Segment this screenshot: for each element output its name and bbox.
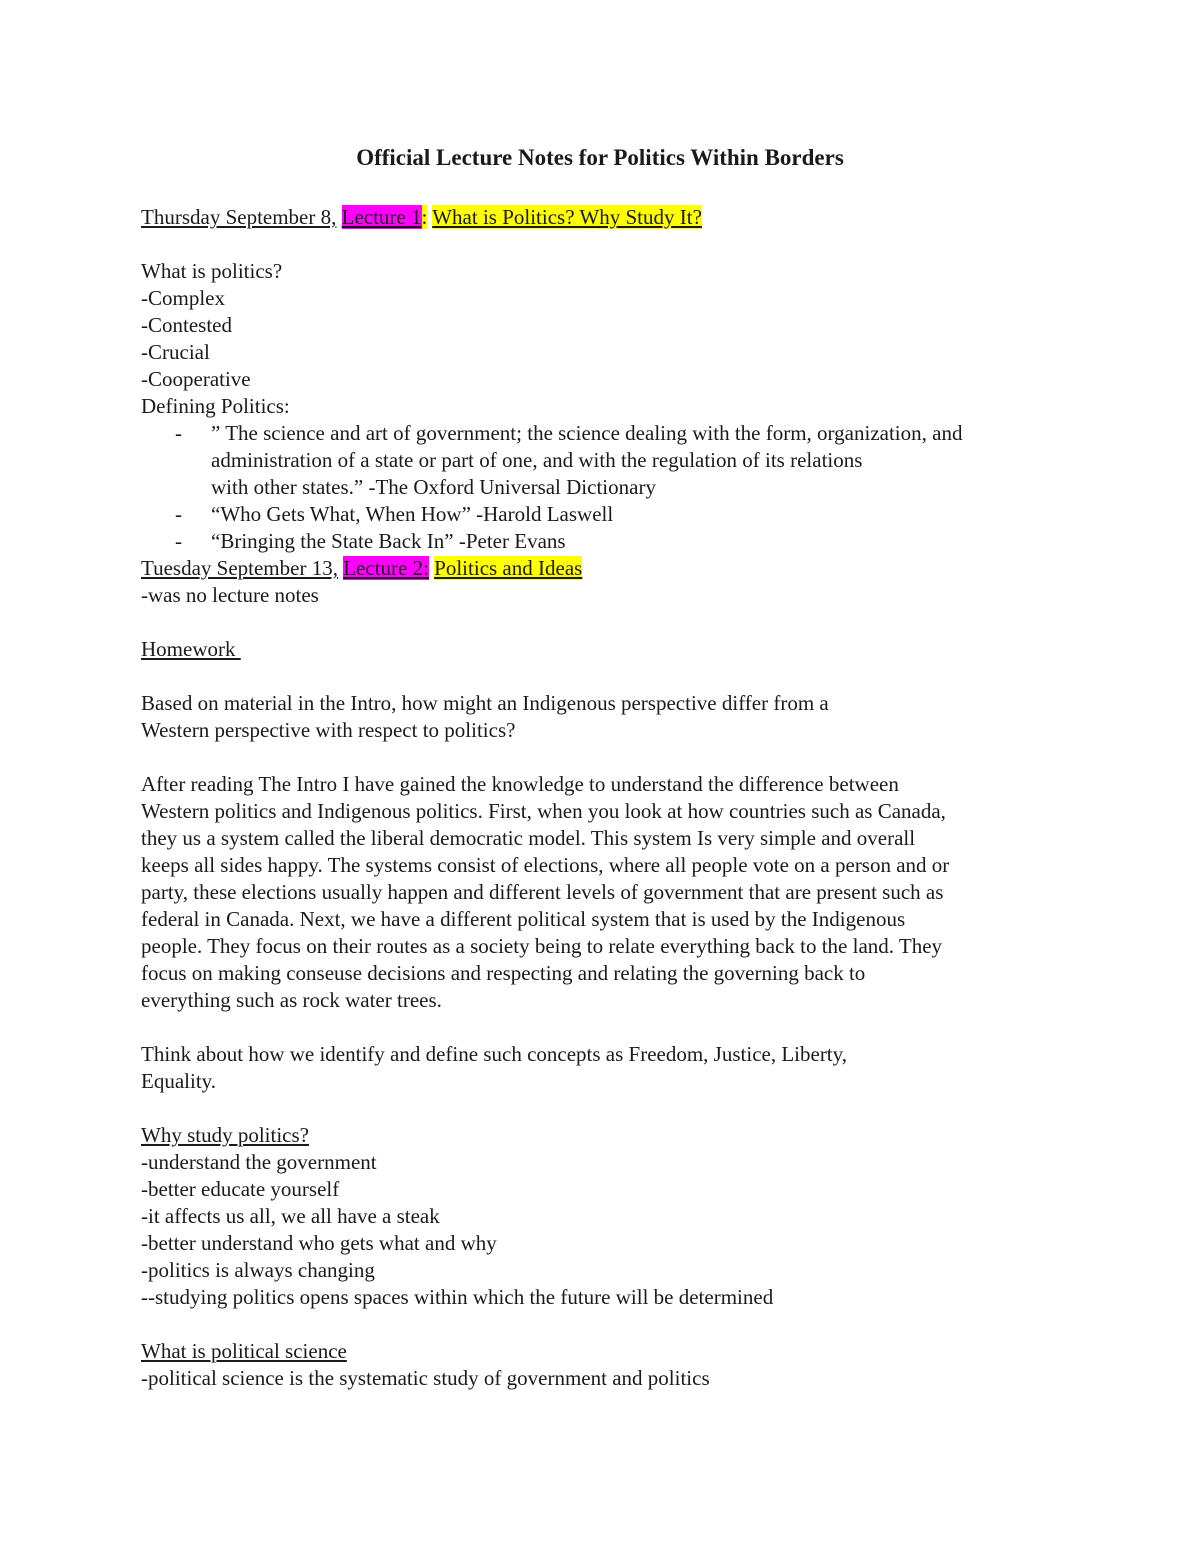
homework-answer bbox=[141, 771, 1071, 1014]
list-item: --studying politics opens spaces within which the future will be determined bbox=[141, 1285, 774, 1309]
list-item: -Crucial bbox=[141, 340, 210, 364]
list-item: -understand the government bbox=[141, 1150, 377, 1174]
definition-bullet bbox=[141, 528, 1071, 555]
definition-line: administration of a state or part of one, and with the regulation of its relations bbox=[211, 448, 863, 472]
spacer bbox=[141, 744, 1071, 771]
paragraph-line: After reading The Intro I have gained the knowledge to understand the difference between bbox=[141, 772, 899, 796]
list-item: -Cooperative bbox=[141, 367, 251, 391]
homework-question bbox=[141, 690, 1071, 744]
homework-heading bbox=[141, 636, 1071, 663]
spacer bbox=[141, 1311, 1071, 1338]
lecture-2-heading bbox=[141, 555, 1071, 582]
definition-line: “Who Gets What, When How” -Harold Laswell bbox=[211, 502, 614, 526]
lecture-2-label: Lecture 2: bbox=[343, 556, 429, 580]
list-item: -better understand who gets what and why bbox=[141, 1231, 497, 1255]
paragraph-line: Based on material in the Intro, how might an Indigenous perspective differ from a bbox=[141, 691, 829, 715]
bullet-dash: - bbox=[175, 529, 182, 553]
paragraph-line: Western politics and Indigenous politics. First, when you look at how countries such as Canada, bbox=[141, 799, 946, 823]
lecture-2-topic: Politics and Ideas bbox=[434, 556, 583, 580]
spacer bbox=[141, 609, 1071, 636]
political-science-heading bbox=[141, 1338, 1071, 1365]
homework-heading-text: Homework bbox=[141, 637, 236, 661]
definition-bullet bbox=[141, 420, 1071, 501]
spacer bbox=[141, 1014, 1071, 1041]
what-is-politics-heading: What is politics? bbox=[141, 259, 283, 283]
paragraph-line: keeps all sides happy. The systems consist of elections, where all people vote on a person and or bbox=[141, 853, 950, 877]
paragraph-line: Think about how we identify and define such concepts as Freedom, Justice, Liberty, bbox=[141, 1042, 848, 1066]
think-about-paragraph bbox=[141, 1041, 1071, 1095]
definitions-list bbox=[141, 420, 1071, 555]
paragraph-line: Equality. bbox=[141, 1069, 217, 1093]
lecture-1-label: Lecture 1 bbox=[341, 205, 422, 229]
why-study-heading bbox=[141, 1122, 1071, 1149]
paragraph-line: everything such as rock water trees. bbox=[141, 988, 442, 1012]
paragraph-line: federal in Canada. Next, we have a different political system that is used by the Indigenous bbox=[141, 907, 906, 931]
lecture-2-date: Tuesday September 13, bbox=[141, 556, 338, 580]
paragraph-line: they us a system called the liberal democratic model. This system Is very simple and overall bbox=[141, 826, 916, 850]
list-item: -political science is the systematic study of government and politics bbox=[141, 1366, 710, 1390]
lecture-1-topic: What is Politics? Why Study It? bbox=[432, 205, 702, 229]
lecture-2-note: -was no lecture notes bbox=[141, 583, 319, 607]
paragraph-line: focus on making conseuse decisions and respecting and relating the governing back to bbox=[141, 961, 866, 985]
list-item: -Contested bbox=[141, 313, 232, 337]
definition-bullet bbox=[141, 501, 1071, 528]
defining-politics-heading: Defining Politics: bbox=[141, 394, 290, 418]
paragraph-line: people. They focus on their routes as a society being to relate everything back to the land. They bbox=[141, 934, 943, 958]
lecture-1-separator: : bbox=[421, 205, 428, 229]
list-item: -better educate yourself bbox=[141, 1177, 340, 1201]
spacer bbox=[141, 1095, 1071, 1122]
spacer bbox=[141, 663, 1071, 690]
paragraph-line: party, these elections usually happen and different levels of government that are present such as bbox=[141, 880, 944, 904]
definition-line: with other states.” -The Oxford Universal Dictionary bbox=[211, 475, 656, 499]
why-study-heading-text: Why study politics? bbox=[141, 1123, 309, 1147]
lecture-1-heading bbox=[141, 204, 1071, 231]
paragraph-line: Western perspective with respect to politics? bbox=[141, 718, 516, 742]
document-body bbox=[141, 204, 1071, 1392]
spacer bbox=[141, 231, 1071, 258]
list-item: -Complex bbox=[141, 286, 225, 310]
bullet-dash: - bbox=[175, 421, 182, 445]
list-item: -politics is always changing bbox=[141, 1258, 375, 1282]
list-item: -it affects us all, we all have a steak bbox=[141, 1204, 440, 1228]
document-title: Official Lecture Notes for Politics Within Borders bbox=[356, 145, 844, 170]
political-science-heading-text: What is political science bbox=[141, 1339, 347, 1363]
lecture-1-date: Thursday September 8, bbox=[141, 205, 337, 229]
definition-line: ” The science and art of government; the science dealing with the form, organization, and bbox=[211, 421, 963, 445]
bullet-dash: - bbox=[175, 502, 182, 526]
definition-line: “Bringing the State Back In” -Peter Evans bbox=[211, 529, 566, 553]
